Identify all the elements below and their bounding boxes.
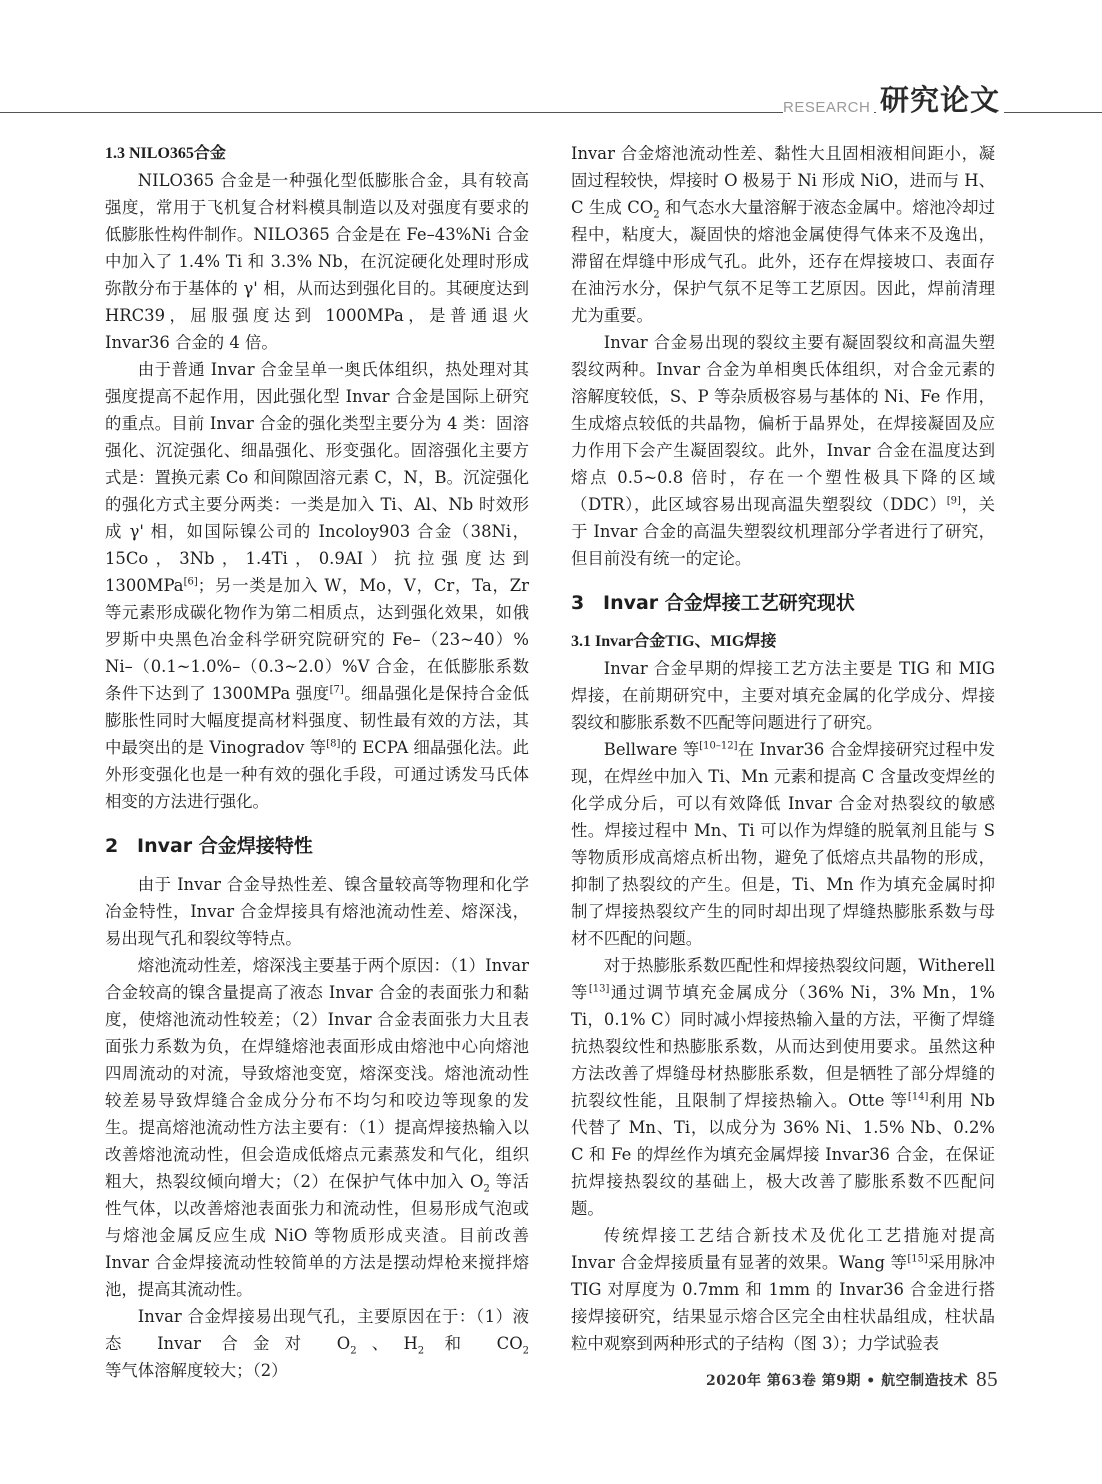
section-2-heading: 2 Invar 合金焊接特性: [105, 835, 313, 857]
paragraph: Invar 合金焊接易出现气孔，主要原因在于：（1）液态 Invar 合金对 $O_2$、$H_2$ 和 $CO_2$ 等气体溶解度较大；（2）: [105, 1307, 530, 1380]
paragraph: 由于普通 Invar 合金呈单一奥氏体组织，热处理对其强度提高不起作用，因此强化型 Invar 合金是国际上研究的重点。目前 Invar 合金的强化类型主要分为 4 类：固溶强化、沉淀强化、细晶强化、形变强化。固溶强化主要方式是：置换元素 Co 和间隙固溶元素 C，N，B。沉淀强化的强化方式主要分两类：一类是加入 Ti、Al、Nb 时效形成 γ' 相，如国际镍公司的 Incoloy903 合金（38Ni，15Co，3Nb，1.4Ti，0.9AI）抗拉强度达到 1300MPa[6]；另一类是加入 W，Mo，V，Cr，Ta，Zr 等元素形成碳化物作为第二相质点，达到强化效果，如俄罗斯中央黑色冶金科学研究院研究的 Fe–（23~40）% Ni–（0.1~1.0%–（0.3~2.0）%V 合金，在低膨胀系数条件下达到了 1300MPa 强度[7]。细晶强化是保持合金低膨胀性同时大幅度提高材料强度、韧性最有效的方法，其中最突出的是 Vinogradov 等[8]的 ECPA 细晶强化法。此外形变强化也是一种有效的强化手段，可通过诱发马氏体相变的方法进行强化。: [105, 360, 529, 811]
page-footer: [706, 1366, 998, 1391]
paragraph: 由于 Invar 合金导热性差、镍含量较高等物理和化学冶金特性，Invar 合金焊接具有熔池流动性差、熔深浅，易出现气孔和裂纹等特点。: [105, 875, 529, 948]
paragraph: Invar 合金熔池流动性差、黏性大且固相液相间距小，凝固过程较快，焊接时 O 极易于 Ni 形成 NiO，进而与 H、C 生成 $CO_2$ 和气态水大量溶解于液态金属中。熔池冷却过程中，粘度大，凝固快的熔池金属使得气体来不及逸出，滞留在焊缝中形成气孔。此外，还存在焊接坡口、表面存在油污水分，保护气氛不足等工艺原因。因此，焊前清理尤为重要。: [571, 144, 995, 325]
paragraph: 熔池流动性差，熔深浅主要基于两个原因：（1）Invar 合金较高的镍含量提高了液态 Invar 合金的表面张力和黏度，使熔池流动性较差；（2）Invar 合金表面张力大且表面张力系数为负，在焊缝熔池表面形成由熔池中心向熔池四周流动的对流，导致熔池变宽，熔深变浅。熔池流动性较差易导致焊缝合金成分分布不均匀和咬边等现象的发生。提高熔池流动性方法主要有：（1）提高焊接热输入以改善熔池流动性，但会造成低熔点元素蒸发和气化，组织粗大，热裂纹倾向增大；（2）在保护气体中加入 $O_2$ 等活性气体，以改善熔池表面张力和流动性，但易形成气泡或与熔池金属反应生成 NiO 等物质形成夹渣。目前改善 Invar 合金焊接流动性较简单的方法是摆动焊枪来搅拌熔池，提高其流动性。: [105, 956, 529, 1299]
section-1-3-heading: 1.3 NILO365合金: [105, 145, 226, 162]
citation: [8]: [326, 738, 341, 750]
paragraph: Bellware 等[10–12]在 Invar36 合金焊接研究过程中发现，在焊丝中加入 Ti、Mn 元素和提高 C 含量改变焊丝的化学成分后，可以有效降低 Invar 合金对热裂纹的敏感性。焊接过程中 Mn、Ti 可以作为焊缝的脱氧剂且能与 S 等物质形成高熔点析出物，避免了低熔点共晶物的形成，抑制了热裂纹的产生。但是，Ti、Mn 作为填充金属时抑制了焊接热裂纹产生的同时却出现了焊缝热膨胀系数与母材不匹配的问题。: [571, 740, 995, 948]
citation: [9]: [946, 495, 961, 507]
citation: [13]: [588, 983, 610, 995]
section-label-cn: 研究论文: [876, 78, 1004, 119]
paragraph: 传统焊接工艺结合新技术及优化工艺措施对提高 Invar 合金焊接质量有显著的效果。Wang 等[15]采用脉冲 TIG 对厚度为 0.7mm 和 1mm 的 Invar36 合金进行搭接焊接研究，结果显示熔合区完全由柱状晶组成，柱状晶粒中观察到两种形式的子结构（图 3）；力学试验表: [571, 1226, 995, 1353]
paragraph: NILO365 合金是一种强化型低膨胀合金，具有较高强度，常用于飞机复合材料模具制造以及对强度有要求的低膨胀性构件制作。NILO365 合金是在 Fe–43%Ni 合金中加入了 1.4% Ti 和 3.3% Nb，在沉淀硬化处理时形成弥散分布于基体的 γ' 相，从而达到强化目的。其硬度达到 HRC39，屈服强度达到 1000MPa，是普通退火 Invar36 合金的 4 倍。: [105, 171, 529, 352]
paragraph: 对于热膨胀系数匹配性和焊接热裂纹问题，Witherell 等[13]通过调节填充金属成分（36% Ni，3% Mn，1% Ti，0.1% C）同时减小焊接热输入量的方法，平衡了焊缝抗热裂纹性和热膨胀系数，从而达到使用要求。虽然这种方法改善了焊缝母材热膨胀系数，但是牺牲了部分焊缝的抗裂纹性能，且限制了焊接热输入。Otte 等[14]利用 Nb 代替了 Mn、Ti，以成分为 36% Ni、1.5% Nb、0.2% C 和 Fe 的焊丝作为填充金属焊接 Invar36 合金，在保证抗焊接热裂纹的基础上，极大改善了膨胀系数不匹配问题。: [571, 956, 996, 1218]
citation: [6]: [183, 576, 198, 588]
paragraph: Invar 合金易出现的裂纹主要有凝固裂纹和高温失塑裂纹两种。Invar 合金为单相奥氏体组织，对合金元素的溶解度较低，S、P 等杂质极容易与基体的 Ni、Fe 作用，生成熔点较低的共晶物，偏析于晶界处，在焊接凝固及应力作用下会产生凝固裂纹。此外，Invar 合金在温度达到熔点 0.5~0.8 倍时，存在一个塑性极具下降的区域（DTR），此区域容易出现高温失塑裂纹（DDC）[9]，关于 Invar 合金的高温失塑裂纹机理部分学者进行了研究，但目前没有统一的定论。: [571, 333, 996, 568]
right-column: [571, 140, 995, 1357]
journal-info: 2020年 第63卷 第9期 • 航空制造技术: [706, 1373, 969, 1389]
section-3-1-heading: 3.1 Invar合金TIG、MIG焊接: [571, 633, 777, 650]
section-3-heading: 3 Invar 合金焊接工艺研究现状: [571, 592, 855, 614]
citation: [10–12]: [699, 740, 738, 752]
citation: [7]: [329, 684, 344, 696]
section-label-en: RESEARCH: [783, 99, 874, 116]
citation: [15]: [907, 1253, 928, 1265]
paragraph: Invar 合金早期的焊接工艺方法主要是 TIG 和 MIG 焊接，在前期研究中，主要对填充金属的化学成分、焊接裂纹和膨胀系数不匹配等问题进行了研究。: [571, 659, 995, 732]
citation: [14]: [907, 1091, 929, 1103]
left-column: [105, 140, 529, 1384]
page-number: 85: [976, 1367, 999, 1391]
